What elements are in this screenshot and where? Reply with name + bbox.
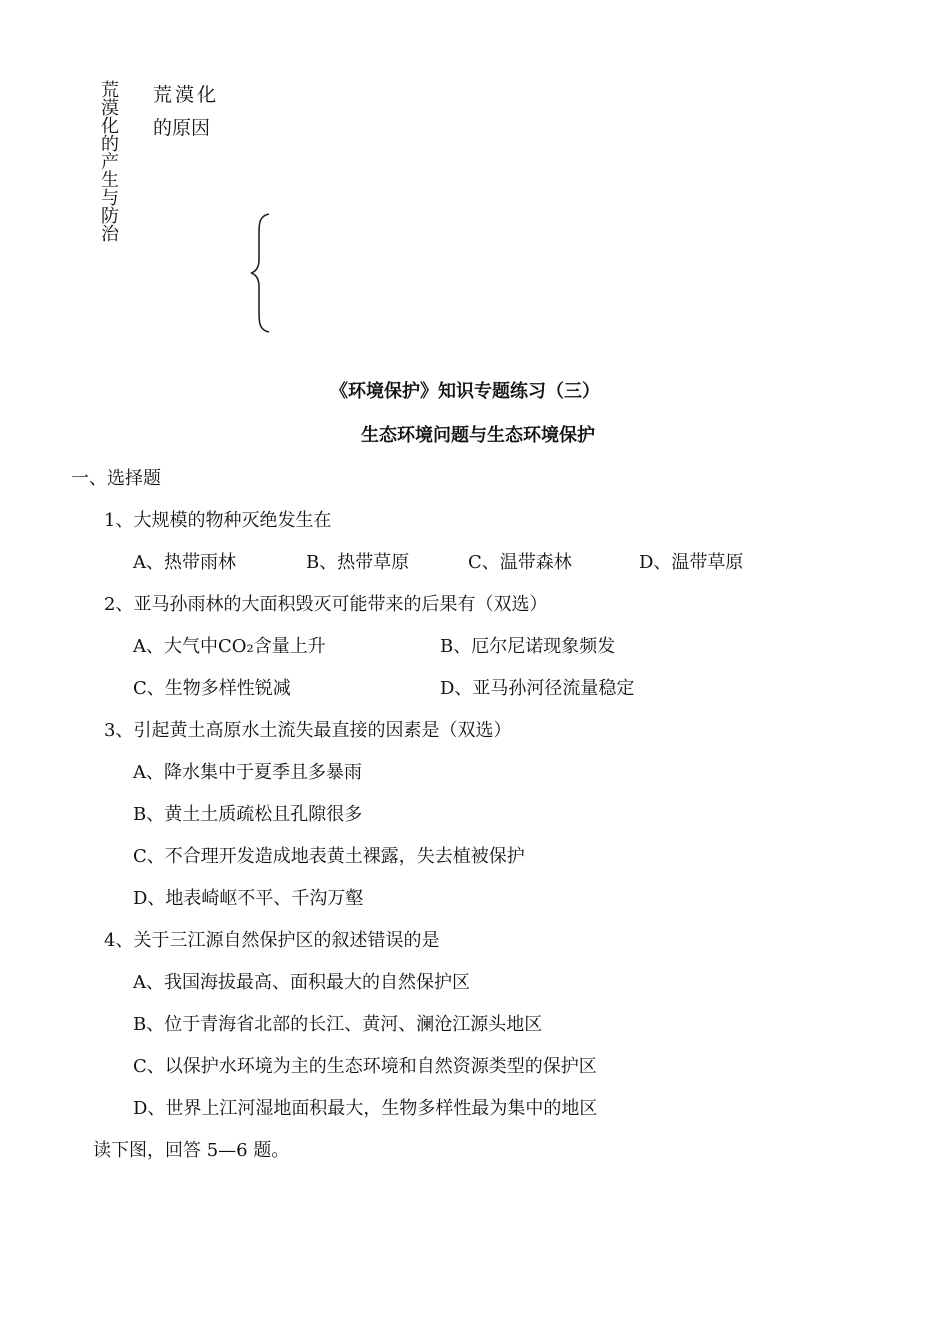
question-3-stem: 3、引起黄土高原水土流失最直接的因素是（双选） — [104, 720, 512, 741]
question-1-stem: 1、大规模的物种灭绝发生在 — [104, 510, 332, 531]
curly-brace-icon — [249, 212, 273, 334]
question-2-option-d: D、亚马孙河径流量稳定 — [440, 678, 635, 699]
question-3-option-a: A、降水集中于夏季且多暴雨 — [133, 762, 362, 783]
question-2-option-c: C、生物多样性锐减 — [133, 678, 291, 699]
question-2-option-a: A、大气中CO₂含量上升 — [133, 636, 326, 657]
page-subtitle: 生态环境问题与生态环境保护 — [361, 425, 595, 446]
question-2-option-b: B、厄尔尼诺现象频发 — [440, 636, 616, 657]
question-2-stem: 2、亚马孙雨林的大面积毁灭可能带来的后果有（双选） — [104, 594, 548, 615]
question-3-option-c: C、不合理开发造成地表黄土裸露，失去植被保护 — [133, 846, 525, 867]
question-4-stem: 4、关于三江源自然保护区的叙述错误的是 — [104, 930, 440, 951]
question-4-option-d: D、世界上江河湿地面积最大，生物多样性最为集中的地区 — [133, 1098, 598, 1119]
cause-label-line2: 的原因 — [153, 117, 211, 139]
question-3-option-d: D、地表崎岖不平、千沟万壑 — [133, 888, 364, 909]
read-figure-instruction: 读下图，回答 5—6 题。 — [93, 1140, 290, 1161]
section-heading: 一、选择题 — [71, 468, 161, 489]
page-title: 《环境保护》知识专题练习（三） — [330, 381, 600, 402]
question-1-option-c: C、温带森林 — [468, 552, 572, 573]
question-4-option-a: A、我国海拔最高、面积最大的自然保护区 — [133, 972, 470, 993]
question-3-option-b: B、黄土土质疏松且孔隙很多 — [133, 804, 363, 825]
vertical-topic-label: 荒漠化的产生与防治 — [98, 80, 119, 242]
question-4-option-c: C、以保护水环境为主的生态环境和自然资源类型的保护区 — [133, 1056, 597, 1077]
question-1-option-d: D、温带草原 — [639, 552, 744, 573]
question-4-option-b: B、位于青海省北部的长江、黄河、澜沧江源头地区 — [133, 1014, 543, 1035]
cause-label-line1: 荒漠化 — [153, 84, 220, 106]
question-1-option-b: B、热带草原 — [306, 552, 410, 573]
question-1-option-a: A、热带雨林 — [133, 552, 236, 573]
